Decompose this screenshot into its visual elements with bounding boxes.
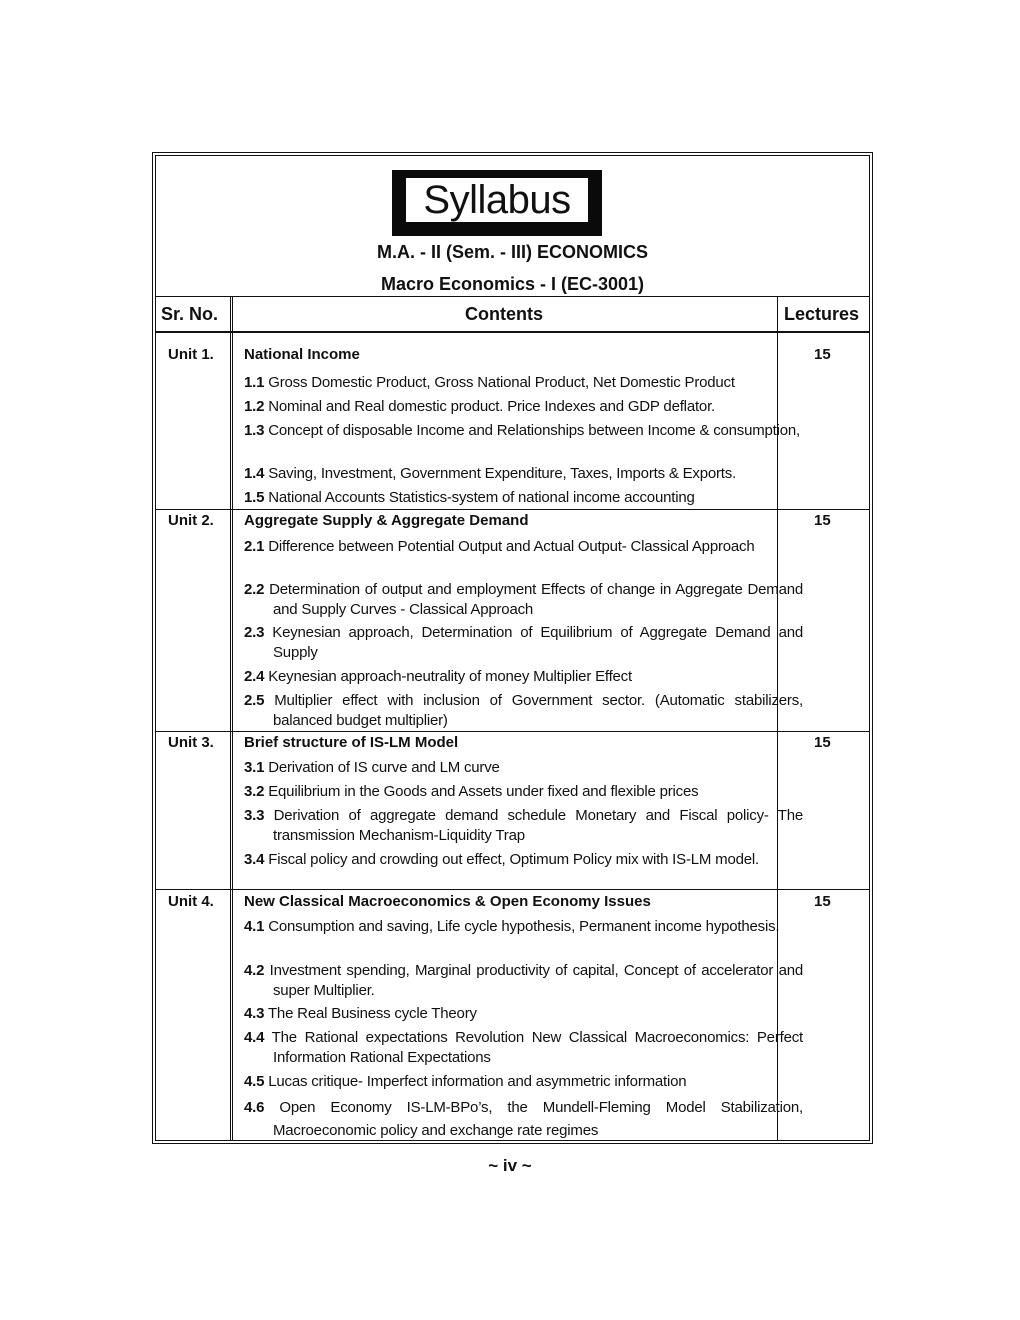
column-header-contents: Contents	[465, 304, 543, 324]
item-text: Keynesian approach, Determination of Equilibrium of Aggregate Demand and Supply	[272, 624, 803, 661]
item-text: The Rational expectations Revolution New Classical Macroeconomics: Perfect Information Rational Expectations	[271, 1029, 803, 1066]
item-number: 2.2	[244, 581, 265, 598]
syllabus-item	[244, 1072, 803, 1092]
unit-label: Unit 1.	[168, 346, 214, 363]
item-text: Equilibrium in the Goods and Assets under fixed and flexible prices	[268, 783, 699, 800]
item-text: Consumption and saving, Life cycle hypothesis, Permanent income hypothesis.	[268, 918, 780, 935]
item-text: Investment spending, Marginal productivity of capital, Concept of accelerator and super Multiplier.	[269, 962, 804, 999]
syllabus-item	[244, 917, 803, 937]
unit-lectures: 15	[814, 512, 831, 529]
syllabus-item	[244, 758, 803, 778]
item-number: 4.5	[244, 1073, 265, 1090]
subject-title: Macro Economics - I (EC-3001)	[380, 274, 645, 294]
item-number: 4.2	[244, 962, 265, 979]
item-number: 4.3	[244, 1005, 265, 1022]
item-text: Fiscal policy and crowding out effect, Optimum Policy mix with IS-LM model.	[268, 851, 759, 868]
item-text: Derivation of IS curve and LM curve	[268, 759, 500, 776]
syllabus-item	[244, 1028, 803, 1067]
unit-title: New Classical Macroeconomics & Open Economy Issues	[244, 893, 651, 910]
unit-title: Brief structure of IS-LM Model	[244, 734, 459, 751]
item-number: 4.4	[244, 1029, 265, 1046]
item-text: Concept of disposable Income and Relationships between Income & consumption,	[268, 422, 801, 439]
syllabus-item	[244, 667, 803, 687]
syllabus-item	[244, 850, 803, 870]
syllabus-item	[244, 373, 803, 393]
syllabus-frame	[152, 152, 873, 1144]
unit-lectures: 15	[814, 346, 831, 363]
unit-lectures: 15	[814, 893, 831, 910]
unit-title: National Income	[244, 346, 360, 363]
syllabus-item	[244, 537, 803, 557]
item-text: Nominal and Real domestic product. Price Indexes and GDP deflator.	[268, 398, 716, 415]
item-text: Saving, Investment, Government Expenditure, Taxes, Imports & Exports.	[268, 465, 737, 482]
syllabus-table	[155, 155, 870, 1141]
item-text: Difference between Potential Output and Actual Output- Classical Approach	[268, 538, 755, 555]
syllabus-item	[244, 623, 803, 662]
item-number: 2.3	[244, 624, 265, 641]
badge-label: Syllabus	[406, 178, 588, 222]
item-number: 2.5	[244, 692, 265, 709]
item-text: Derivation of aggregate demand schedule Monetary and Fiscal policy- The transmission Mechanism-Liquidity Trap	[273, 807, 803, 844]
column-divider-left	[230, 296, 233, 1140]
item-number: 4.6	[244, 1099, 265, 1116]
page-number: ~ iv ~	[488, 1156, 532, 1175]
unit-label: Unit 2.	[168, 512, 214, 529]
unit-separator	[156, 731, 869, 732]
item-text: Multiplier effect with inclusion of Government sector. (Automatic stabilizers, balanced budget multiplier)	[273, 692, 803, 729]
item-number: 1.1	[244, 374, 265, 391]
header-bottom-rule	[156, 331, 869, 333]
unit-title: Aggregate Supply & Aggregate Demand	[244, 512, 529, 529]
unit-separator	[156, 889, 869, 890]
syllabus-item	[244, 580, 803, 619]
syllabus-item	[244, 421, 803, 441]
item-text: The Real Business cycle Theory	[267, 1005, 477, 1022]
item-number: 1.3	[244, 422, 265, 439]
syllabus-item	[244, 782, 803, 802]
syllabus-item	[244, 691, 803, 730]
column-header-lectures: Lectures	[784, 304, 860, 324]
syllabus-item	[244, 488, 803, 508]
item-number: 4.1	[244, 918, 265, 935]
item-number: 1.5	[244, 489, 265, 506]
item-number: 2.1	[244, 538, 265, 555]
unit-label: Unit 4.	[168, 893, 214, 910]
syllabus-item	[244, 397, 803, 417]
column-header-sr-no: Sr. No.	[161, 304, 219, 324]
course-title: M.A. - II (Sem. - III) ECONOMICS	[376, 242, 648, 262]
syllabus-item	[244, 1004, 803, 1024]
item-number: 1.2	[244, 398, 265, 415]
syllabus-item	[244, 464, 803, 484]
item-text: Keynesian approach-neutrality of money Multiplier Effect	[268, 668, 632, 685]
item-number: 3.1	[244, 759, 265, 776]
syllabus-item	[244, 806, 803, 845]
item-number: 3.3	[244, 807, 265, 824]
item-text: Open Economy IS-LM-BPo’s, the Mundell-Fleming Model Stabilization, Macroeconomic policy and exchange rate regimes	[273, 1099, 803, 1139]
unit-lectures: 15	[814, 734, 831, 751]
syllabus-badge	[392, 170, 602, 236]
unit-separator	[156, 509, 869, 510]
unit-label: Unit 3.	[168, 734, 214, 751]
item-text: Lucas critique- Imperfect information and asymmetric information	[268, 1073, 687, 1090]
syllabus-item	[244, 961, 803, 1000]
item-text: Determination of output and employment Effects of change in Aggregate Demand and Supply Curves - Classical Approach	[269, 581, 804, 618]
item-text: National Accounts Statistics-system of national income accounting	[268, 489, 695, 506]
item-number: 2.4	[244, 668, 265, 685]
syllabus-item	[244, 1096, 803, 1142]
item-text: Gross Domestic Product, Gross National Product, Net Domestic Product	[268, 374, 735, 391]
item-number: 3.4	[244, 851, 265, 868]
item-number: 1.4	[244, 465, 265, 482]
header-top-rule	[156, 296, 869, 297]
item-number: 3.2	[244, 783, 265, 800]
